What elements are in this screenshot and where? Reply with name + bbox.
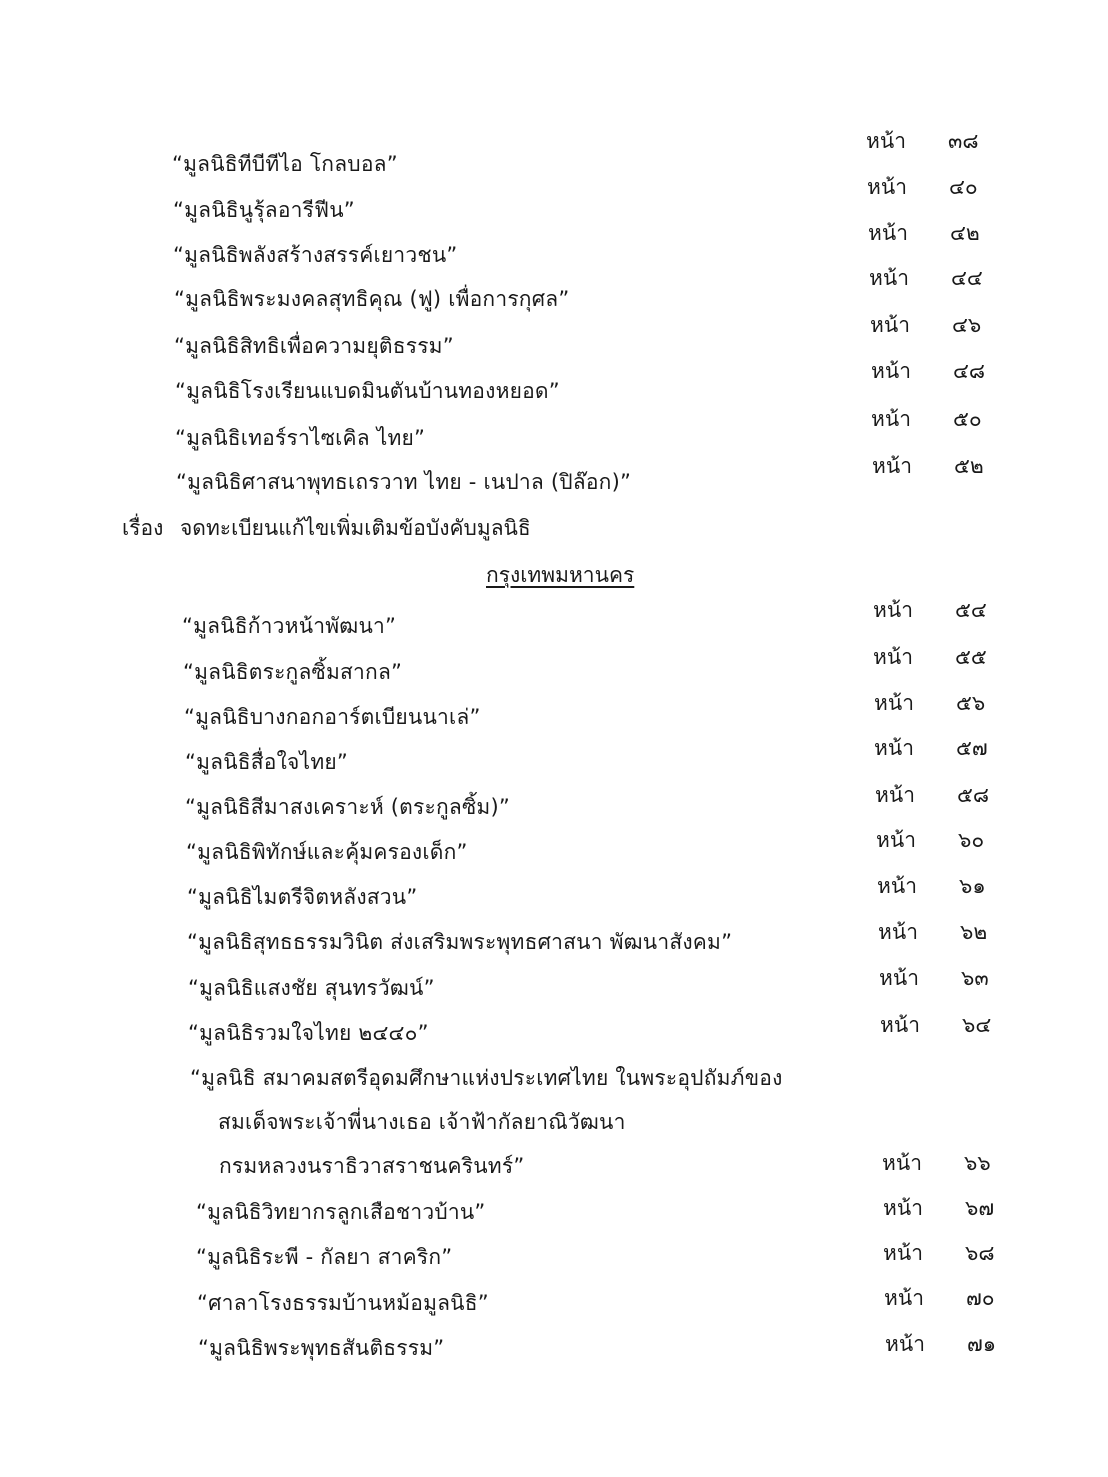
page-number: ๕๕ (955, 645, 987, 669)
page-label: หน้า (874, 691, 914, 715)
page-label: หน้า (875, 783, 915, 807)
page-label: หน้า (876, 828, 916, 852)
foundation-name: “มูลนิธิพิทักษ์และคุ้มครองเด็ก” (186, 840, 468, 864)
foundation-name: “มูลนิธิพระพุทธสันติธรรม” (198, 1336, 445, 1360)
page-label: หน้า (871, 359, 911, 383)
foundation-name: “ศาลาโรงธรรมบ้านหม้อมูลนิธิ” (197, 1291, 489, 1315)
page-label: หน้า (879, 966, 919, 990)
page-number: ๖๗ (965, 1196, 995, 1220)
page-label: หน้า (872, 454, 912, 478)
page-label: หน้า (871, 407, 911, 431)
page-label: หน้า (873, 645, 913, 669)
page-label: หน้า (870, 313, 910, 337)
page-number: ๕๔ (955, 598, 987, 622)
foundation-name: “มูลนิธิวิทยากรลูกเสือชาวบ้าน” (196, 1200, 486, 1224)
foundation-name-line1: “มูลนิธิ สมาคมสตรีอุดมศึกษาแห่งประเทศไทย ในพระอุปถัมภ์ของ (190, 1066, 783, 1090)
page-label: หน้า (880, 1013, 920, 1037)
page-label: หน้า (877, 874, 917, 898)
page-number: ๗๑ (967, 1332, 997, 1356)
foundation-name: “มูลนิธิศาสนาพุทธเถรวาท ไทย - เนปาล (ปิล๊อก)” (176, 470, 632, 494)
page-number: ๓๘ (948, 129, 979, 153)
foundation-name: “มูลนิธิระพี - กัลยา สาคริก” (196, 1245, 453, 1269)
foundation-name: “มูลนิธิสีมาสงเคราะห์ (ตระกูลซิ้ม)” (185, 795, 510, 819)
foundation-name: “มูลนิธิโรงเรียนแบดมินตันบ้านทองหยอด” (175, 379, 560, 403)
page-label: หน้า (873, 598, 913, 622)
foundation-name: “มูลนิธิแสงชัย สุนทรวัฒน์” (188, 976, 435, 1000)
subject-label: เรื่อง (122, 516, 164, 540)
page-number: ๔๘ (953, 359, 986, 383)
page-number: ๕๗ (956, 736, 988, 760)
page-number: ๖๐ (958, 828, 985, 852)
page-label: หน้า (885, 1332, 925, 1356)
page-number: ๖๒ (960, 920, 988, 944)
foundation-name: “มูลนิธิเทอร์ราไซเคิล ไทย” (175, 426, 426, 450)
subject-line (122, 514, 531, 542)
foundation-name: “มูลนิธิรวมใจไทย ๒๔๔๐” (188, 1021, 429, 1045)
page-number: ๖๘ (965, 1241, 995, 1265)
foundation-name: “มูลนิธิพระมงคลสุทธิคุณ (ฟู) เพื่อการกุศล” (174, 287, 570, 311)
page-label: หน้า (878, 920, 918, 944)
foundation-name: “มูลนิธิก้าวหน้าพัฒนา” (182, 614, 397, 638)
page-number: ๖๑ (959, 874, 986, 898)
page-number: ๔๖ (952, 313, 982, 337)
foundation-name-line2: สมเด็จพระเจ้าพี่นางเธอ เจ้าฟ้ากัลยาณิวัฒนา (218, 1110, 626, 1134)
page-label: หน้า (884, 1286, 924, 1310)
page-label: หน้า (867, 175, 907, 199)
page-label: หน้า (883, 1196, 923, 1220)
page-label: หน้า (874, 736, 914, 760)
page-number: ๔๐ (949, 175, 978, 199)
page-label: หน้า (869, 266, 909, 290)
region-heading: กรุงเทพมหานคร (486, 563, 635, 587)
page-label: หน้า (868, 221, 908, 245)
foundation-name: “มูลนิธิบางกอกอาร์ตเบียนนาเล่” (184, 705, 481, 729)
page-number: ๕๖ (956, 691, 986, 715)
subject-text: จดทะเบียนแก้ไขเพิ่มเติมข้อบังคับมูลนิธิ (180, 516, 531, 540)
page-number: ๕๐ (953, 407, 982, 431)
page-number: ๕๒ (954, 454, 984, 478)
page-number: ๗๐ (966, 1286, 995, 1310)
foundation-name-line3: กรมหลวงนราธิวาสราชนครินทร์” (219, 1154, 525, 1178)
foundation-name: “มูลนิธิสิทธิเพื่อความยุติธรรม” (174, 334, 454, 358)
page-number: ๕๘ (957, 783, 990, 807)
foundation-name: “มูลนิธิทีบีทีไอ โกลบอล” (172, 152, 398, 176)
page-number: ๖๔ (962, 1013, 992, 1037)
foundation-name: “มูลนิธิสุทธธรรมวินิต ส่งเสริมพระพุทธศาสนา พัฒนาสังคม” (187, 930, 733, 954)
foundation-name: “มูลนิธิไมตรีจิตหลังสวน” (187, 885, 418, 909)
foundation-name: “มูลนิธิพลังสร้างสรรค์เยาวชน” (173, 243, 458, 267)
page-number: ๖๖ (964, 1151, 991, 1175)
page-number: ๔๔ (951, 266, 983, 290)
foundation-name: “มูลนิธิสื่อใจไทย” (185, 750, 348, 774)
page-number: ๔๒ (950, 221, 980, 245)
page-label: หน้า (866, 129, 906, 153)
page-label: หน้า (883, 1241, 923, 1265)
page-number: ๖๓ (961, 966, 989, 990)
foundation-name: “มูลนิธินูรุ้ลอารีฟีน” (173, 198, 355, 222)
foundation-name: “มูลนิธิตระกูลซิ้มสากล” (183, 660, 403, 684)
page-label: หน้า (882, 1151, 922, 1175)
